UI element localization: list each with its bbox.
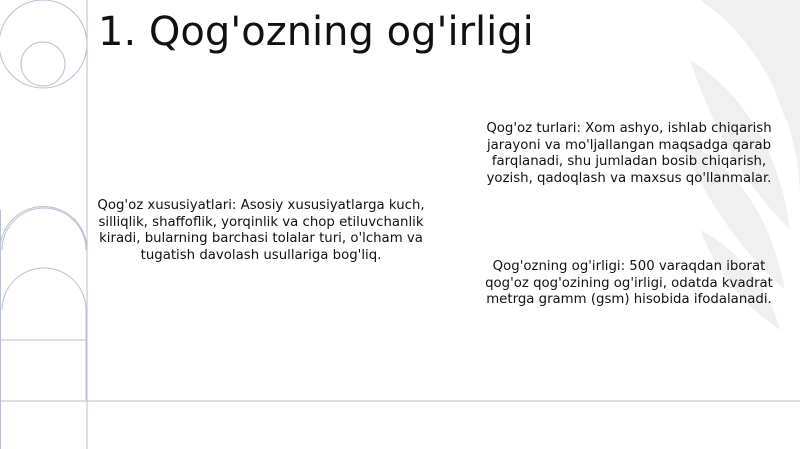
paper-types-text: Qog'oz turlari: Xom ashyo, ishlab chiqarish jarayoni va mo'ljallangan maqsadga qarab farqlanadi, shu jumladan bosib chiqarish, yozish, qadoqlash va maxsus qo'llanmalar.	[486, 121, 772, 186]
paper-weight-text: Qog'ozning og'irligi: 500 varaqdan iborat qog'oz qog'ozining og'irligi, odatda kvadrat metrga gramm (gsm) hisobida ifodalanadi.	[485, 259, 773, 308]
slide-title: 1. Qog'ozning og'irligi	[98, 9, 534, 55]
upper-arch	[0, 207, 87, 341]
lower-arch	[2, 268, 86, 400]
upper-arch-outline	[2, 208, 86, 250]
large-circle	[0, 0, 87, 88]
small-circle	[21, 42, 65, 86]
paper-properties-text: Qog'oz xususiyatlari: Asosiy xususiyatlarga kuch, silliqlik, shaffoflik, yorqinlik va chop etiluvchanlik kiradi, bularning barchasi tolalar turi, o'lcham va tugatish davolash usullariga bog'liq.	[97, 198, 425, 263]
